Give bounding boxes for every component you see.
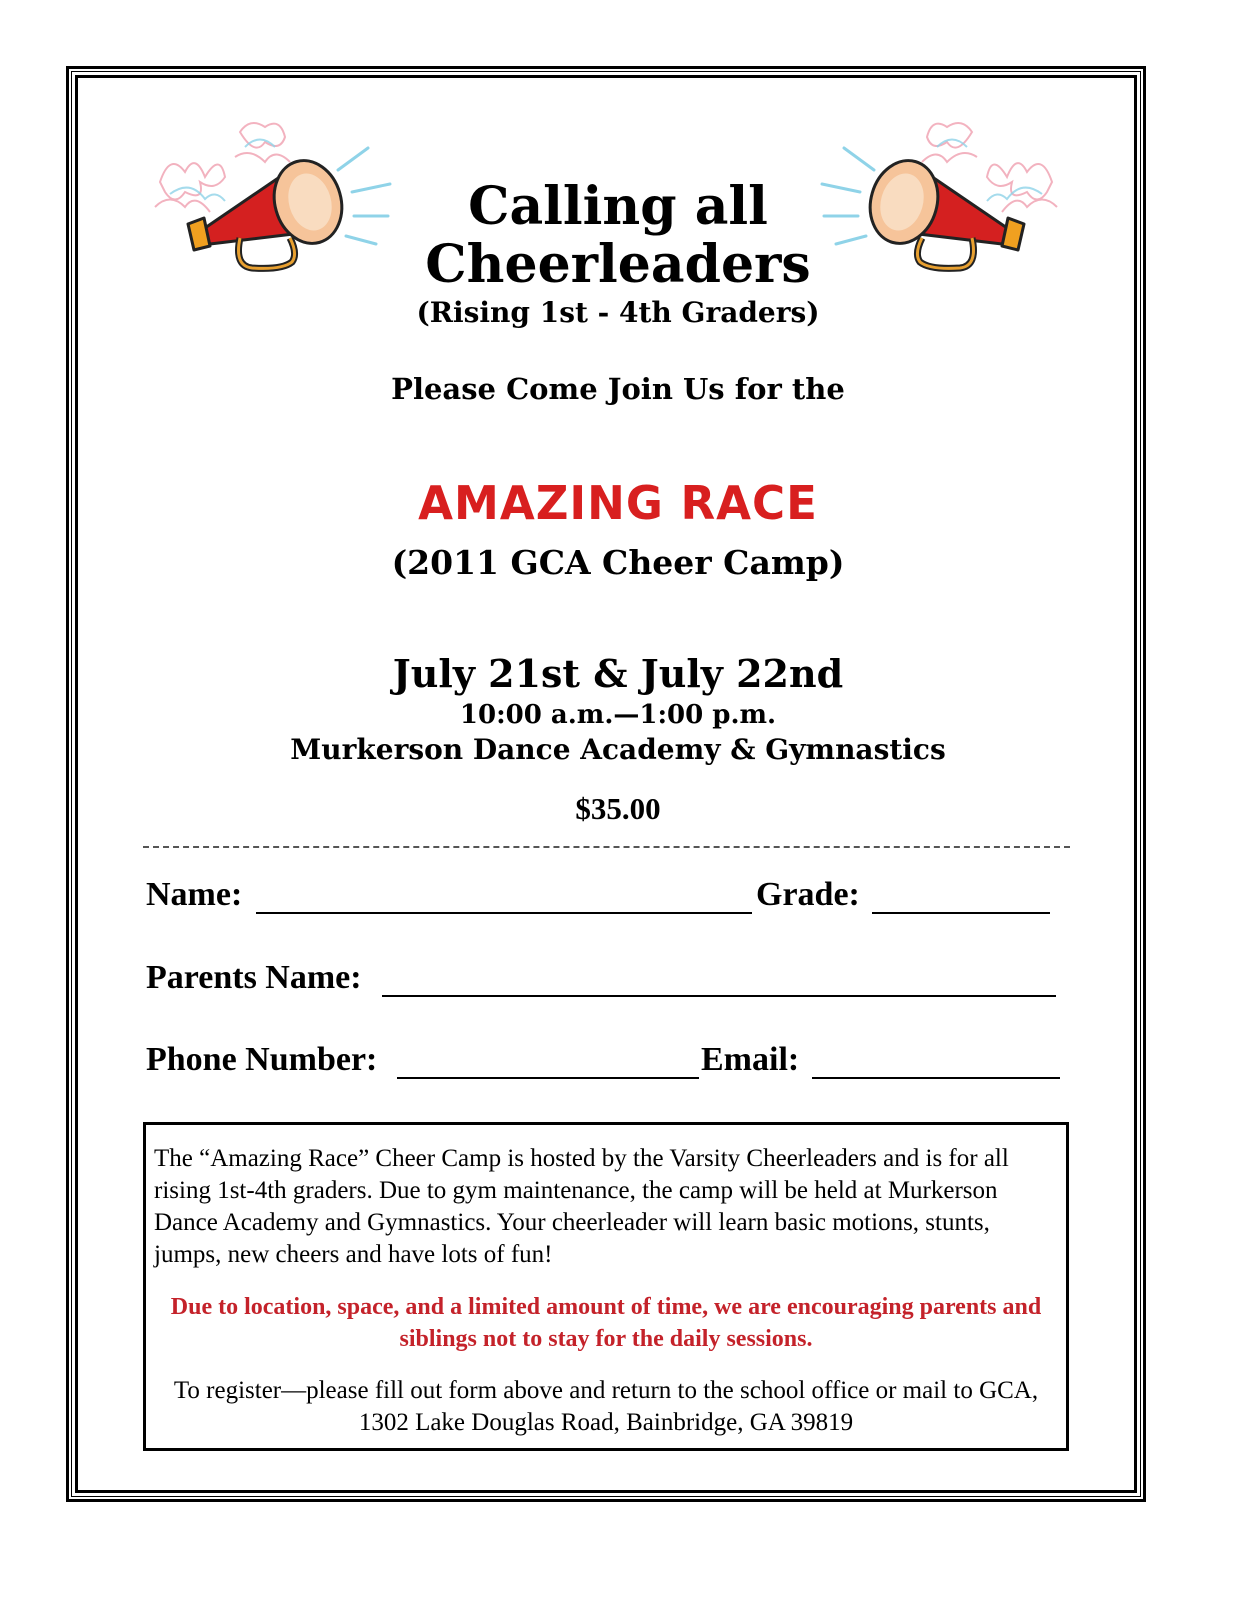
registration-instructions: To register—please fill out form above and return to the school office or mail to GCA, 1302 Lake Douglas Road, Bainbridge, GA 39819 <box>173 1377 1039 1436</box>
grade-field[interactable] <box>872 912 1050 914</box>
phone-label: Phone Number: <box>146 1041 378 1078</box>
attendance-warning: Due to location, space, and a limited amount of time, we are encouraging parents and siblings not to stay for the daily sessions. <box>170 1294 1042 1352</box>
event-subtitle: (2011 GCA Cheer Camp) <box>391 543 845 582</box>
grade-label: Grade: <box>756 876 860 913</box>
title-line-2: Cheerleaders <box>425 234 811 295</box>
email-field[interactable] <box>812 1077 1060 1079</box>
event-venue: Murkerson Dance Academy & Gymnastics <box>290 733 946 766</box>
parents-name-field[interactable] <box>382 995 1056 997</box>
event-name: AMAZING RACE <box>418 476 818 530</box>
info-box <box>143 1122 1069 1451</box>
title-line-1: Calling all <box>468 176 768 237</box>
name-label: Name: <box>146 876 243 913</box>
email-label: Email: <box>701 1041 800 1078</box>
camp-description: The “Amazing Race” Cheer Camp is hosted by the Varsity Cheerleaders and is for all rising 1st-4th graders. Due to gym maintenance, the camp will be held at Murkerson Dance Academy and Gymnastics. Your cheerleader will learn basic motions, stunts, jumps, new cheers and have lots of fun! <box>154 1145 1009 1268</box>
invite-text: Please Come Join Us for the <box>391 372 845 406</box>
event-price: $35.00 <box>575 791 661 826</box>
phone-field[interactable] <box>397 1077 699 1079</box>
event-dates: July 21st & July 22nd <box>392 651 844 696</box>
parents-name-label: Parents Name: <box>146 959 362 996</box>
name-field[interactable] <box>256 912 752 914</box>
cut-line-divider <box>143 846 1070 848</box>
grades-subtitle: (Rising 1st - 4th Graders) <box>416 296 820 329</box>
event-time: 10:00 a.m.—1:00 p.m. <box>459 700 777 730</box>
